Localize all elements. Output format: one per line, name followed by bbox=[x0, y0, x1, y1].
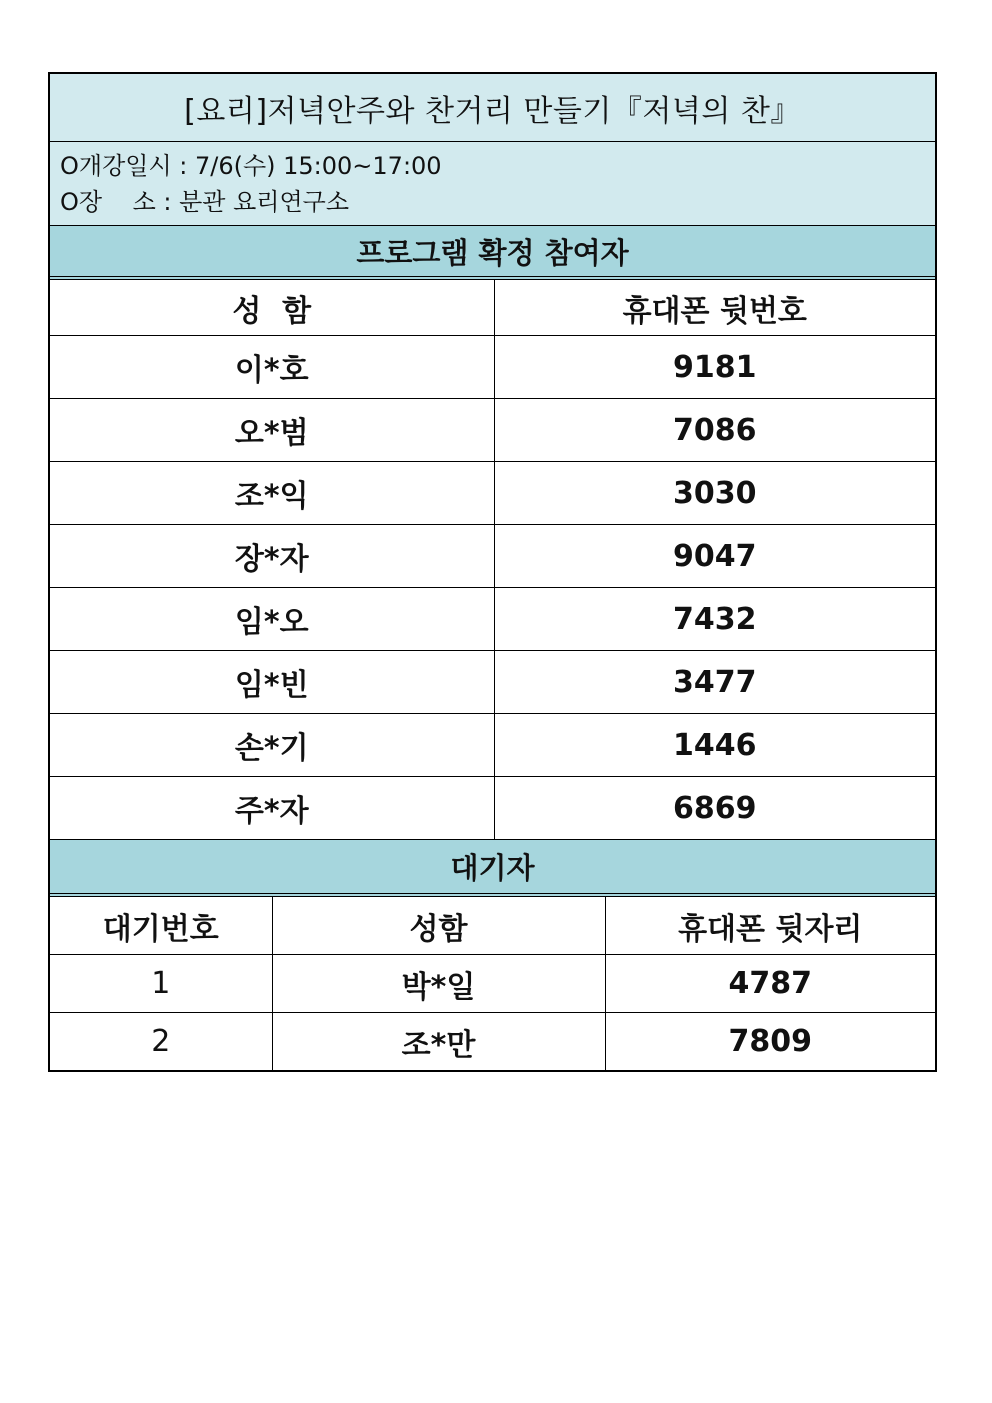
column-header-name: 성 함 bbox=[50, 280, 494, 336]
waiting-phone: 4787 bbox=[605, 955, 935, 1013]
program-info bbox=[50, 142, 935, 226]
table-row bbox=[50, 399, 935, 462]
participant-name: 임*오 bbox=[50, 588, 494, 651]
participant-phone: 9181 bbox=[494, 336, 935, 399]
table-row bbox=[50, 462, 935, 525]
participant-phone: 6869 bbox=[494, 777, 935, 840]
participants-header-row bbox=[50, 280, 935, 336]
participant-phone: 7432 bbox=[494, 588, 935, 651]
participant-name: 손*기 bbox=[50, 714, 494, 777]
participant-name: 조*익 bbox=[50, 462, 494, 525]
table-row bbox=[50, 955, 935, 1013]
waiting-name: 조*만 bbox=[272, 1013, 605, 1071]
program-place: O장 소 : 분관 요리연구소 bbox=[60, 188, 350, 216]
waiting-number: 2 bbox=[50, 1013, 272, 1071]
participant-phone: 9047 bbox=[494, 525, 935, 588]
waiting-name: 박*일 bbox=[272, 955, 605, 1013]
participant-name: 오*범 bbox=[50, 399, 494, 462]
waiting-section-header: 대기자 bbox=[50, 839, 935, 897]
table-row bbox=[50, 336, 935, 399]
participants-table bbox=[50, 280, 935, 839]
table-row bbox=[50, 588, 935, 651]
participant-phone: 7086 bbox=[494, 399, 935, 462]
table-row bbox=[50, 1013, 935, 1071]
column-header-phone: 휴대폰 뒷자리 bbox=[605, 897, 935, 955]
waiting-number: 1 bbox=[50, 955, 272, 1013]
participants-section-header: 프로그램 확정 참여자 bbox=[50, 226, 935, 280]
waiting-phone: 7809 bbox=[605, 1013, 935, 1071]
table-row bbox=[50, 714, 935, 777]
participant-name: 장*자 bbox=[50, 525, 494, 588]
table-row bbox=[50, 777, 935, 840]
participant-sheet bbox=[48, 72, 937, 1072]
participant-name: 이*호 bbox=[50, 336, 494, 399]
program-title: [요리]저녁안주와 찬거리 만들기『저녁의 찬』 bbox=[50, 74, 935, 142]
table-row bbox=[50, 651, 935, 714]
waiting-table bbox=[50, 897, 935, 1070]
participant-name: 주*자 bbox=[50, 777, 494, 840]
column-header-phone: 휴대폰 뒷번호 bbox=[494, 280, 935, 336]
program-datetime: O개강일시 : 7/6(수) 15:00~17:00 bbox=[60, 152, 442, 180]
participant-name: 임*빈 bbox=[50, 651, 494, 714]
table-row bbox=[50, 525, 935, 588]
column-header-name: 성함 bbox=[272, 897, 605, 955]
waiting-header-row bbox=[50, 897, 935, 955]
column-header-waiting-number: 대기번호 bbox=[50, 897, 272, 955]
participant-phone: 3477 bbox=[494, 651, 935, 714]
participant-phone: 3030 bbox=[494, 462, 935, 525]
participant-phone: 1446 bbox=[494, 714, 935, 777]
